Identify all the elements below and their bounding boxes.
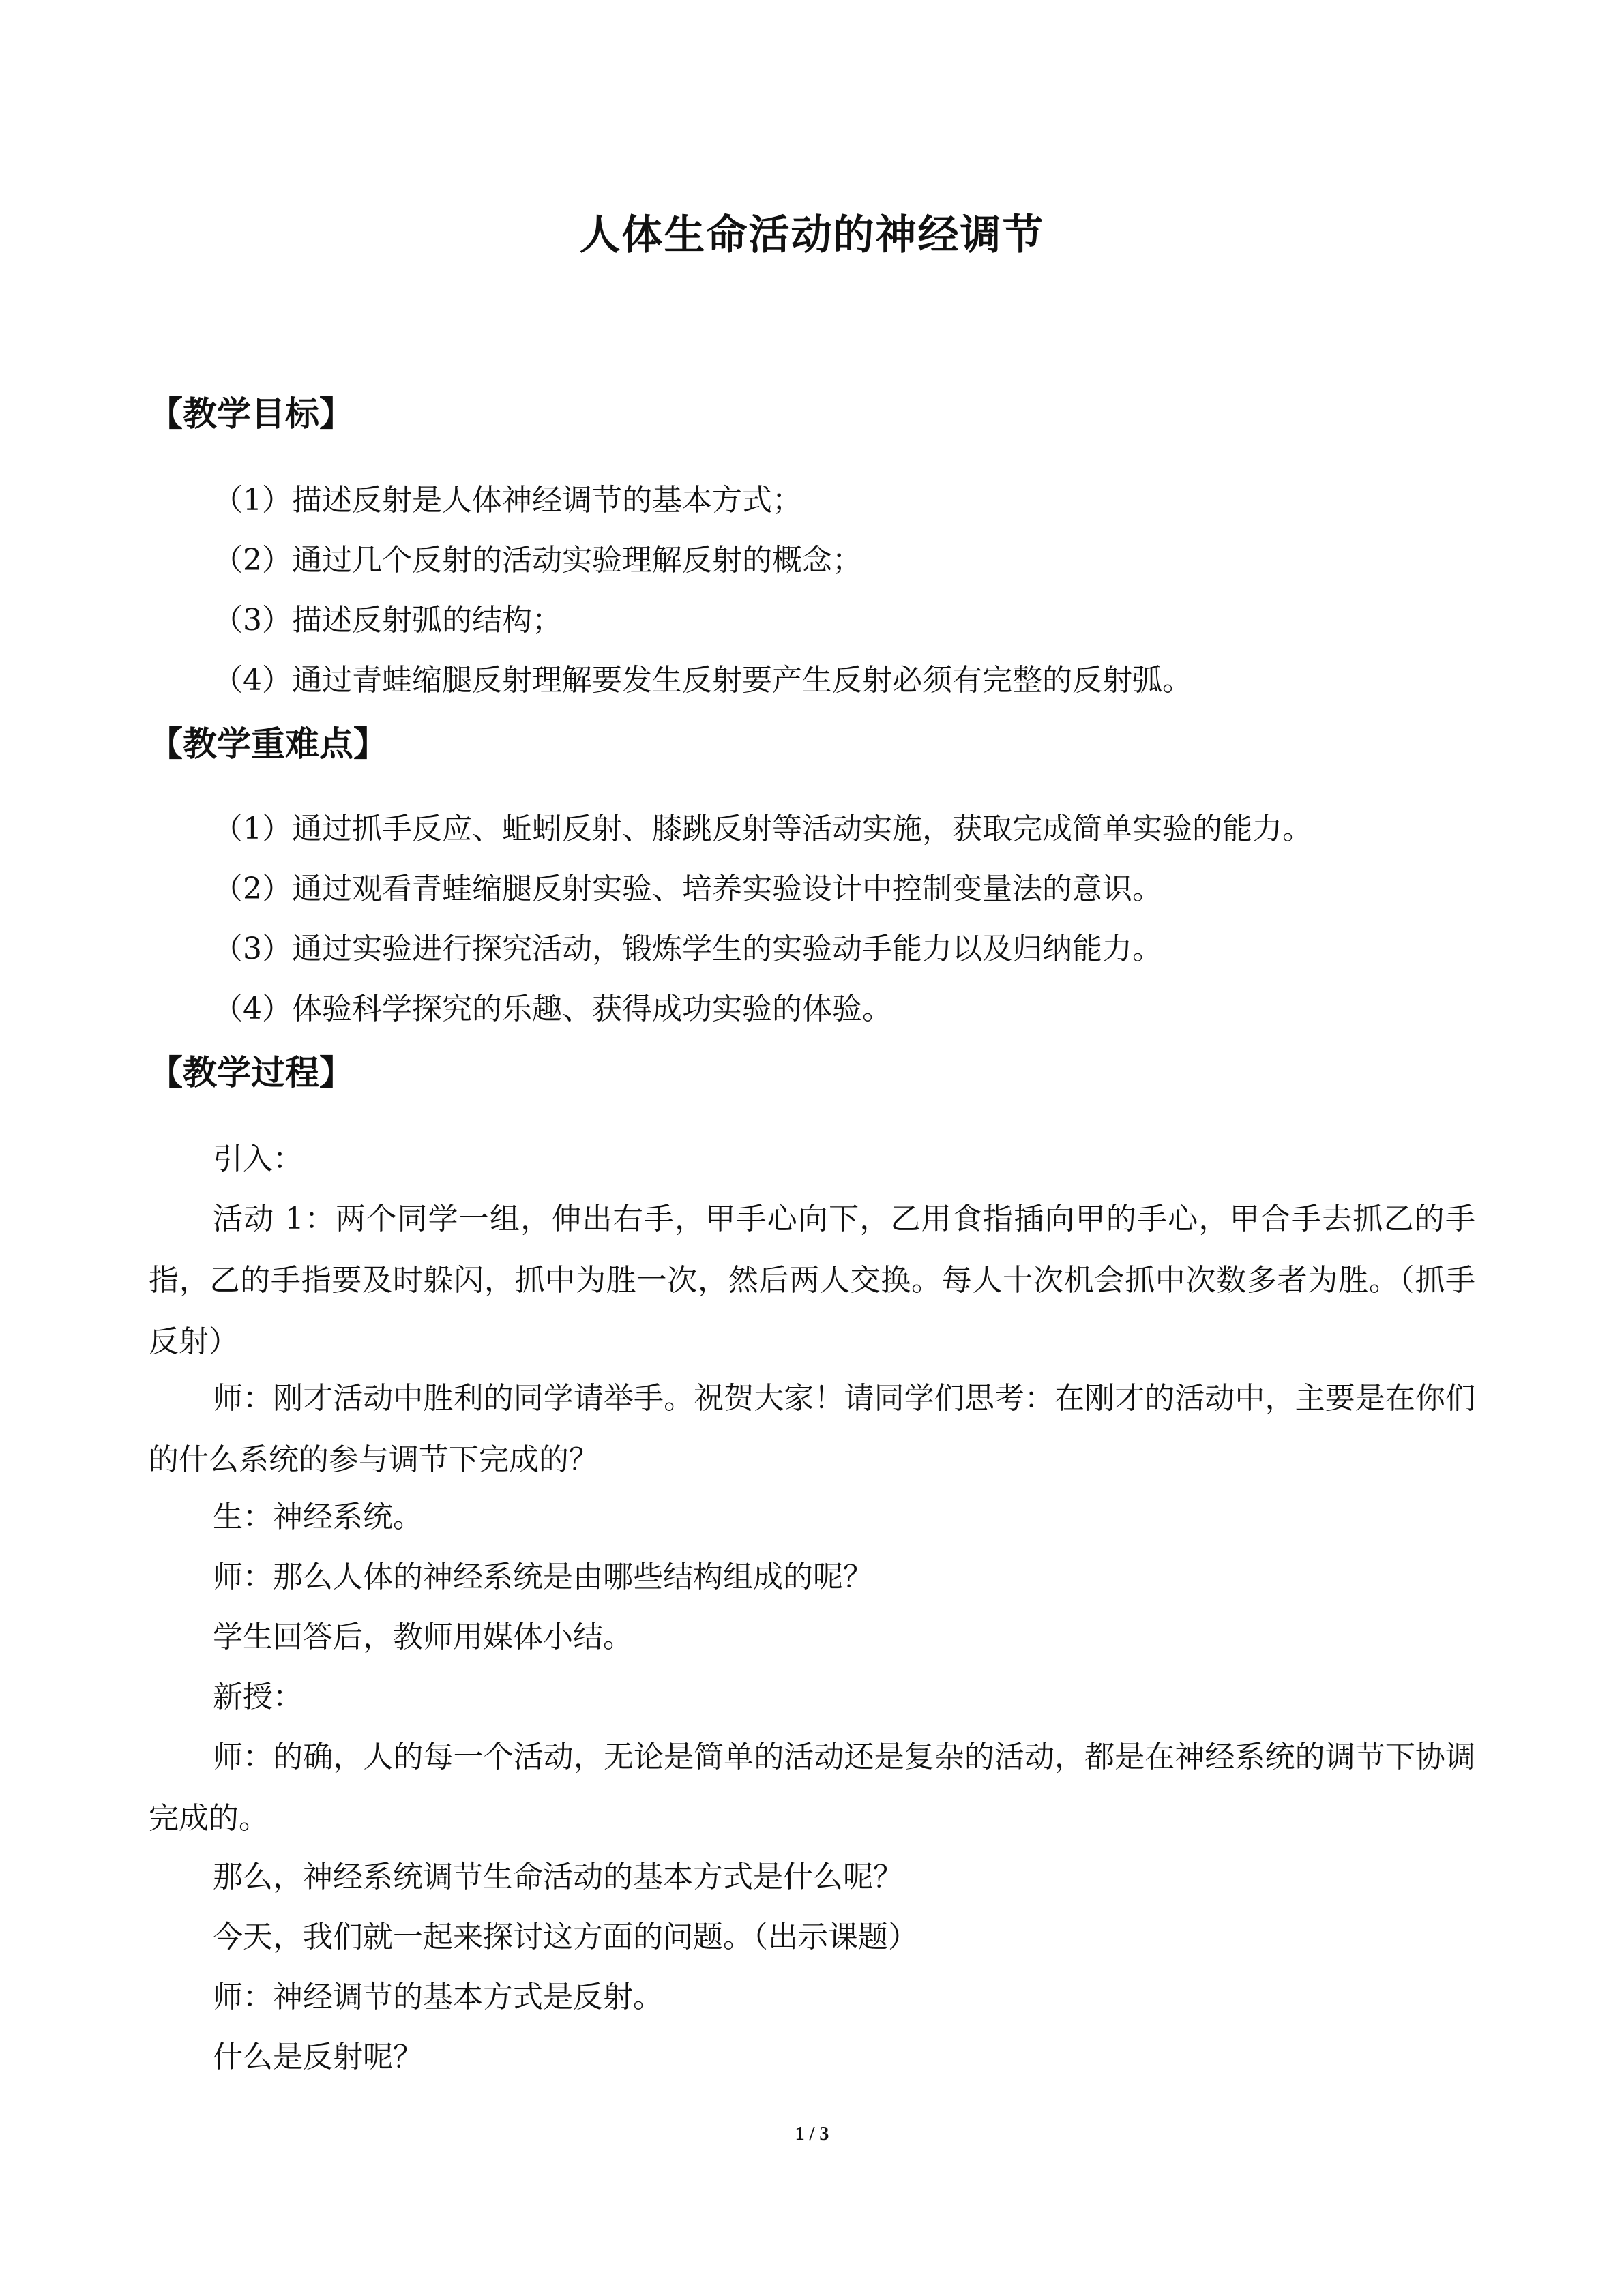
process-paragraph-summary: 学生回答后，教师用媒体小结。 [213,1620,633,1654]
objective-item-2: （2）通过几个反射的活动实验理解反射的概念； [213,543,862,578]
process-paragraph-new-lesson: 新授： [213,1680,303,1714]
page-number: 1 / 3 [795,2123,829,2145]
key-point-item-2: （2）通过观看青蛙缩腿反射实验、培养实验设计中控制变量法的意识。 [213,871,1162,906]
process-paragraph-teacher-explanation: 师：的确，人的每一个活动，无论是简单的活动还是复杂的活动，都是在神经系统的调节下协调完成的。 [149,1740,1475,1836]
process-paragraph-what-is-reflex: 什么是反射呢？ [213,2040,423,2074]
process-paragraph-activity-1: 活动 1：两个同学一组，伸出右手，甲手心向下，乙用食指插向甲的手心，甲合手去抓乙的手指，乙的手指要及时躲闪，抓中为胜一次，然后两人交换。每人十次机会抓中次数多者为胜。（抓手反射） [149,1202,1475,1359]
process-paragraph-reflex-basis: 师：神经调节的基本方式是反射。 [213,1980,663,2014]
objective-item-1: （1）描述反射是人体神经调节的基本方式； [213,483,802,518]
key-point-item-1: （1）通过抓手反应、蚯蚓反射、膝跳反射等活动实施，获取完成简单实验的能力。 [213,811,1312,846]
document-title: 人体生命活动的神经调节 [579,211,1045,259]
objective-item-3: （3）描述反射弧的结构； [213,603,562,638]
process-paragraph-intro: 引入： [213,1142,303,1176]
process-paragraph-teacher-structure: 师：那么人体的神经系统是由哪些结构组成的呢？ [213,1560,873,1594]
key-point-item-4: （4）体验科学探究的乐趣、获得成功实验的体验。 [213,992,892,1026]
objective-item-4: （4）通过青蛙缩腿反射理解要发生反射要产生反射必须有完整的反射弧。 [213,663,1192,698]
section-heading-objectives: 【教学目标】 [149,394,353,434]
process-paragraph-student-answer: 生：神经系统。 [213,1500,423,1534]
section-heading-key-points: 【教学重难点】 [149,724,387,764]
process-paragraph-teacher-question: 师：刚才活动中胜利的同学请举手。祝贺大家！请同学们思考：在刚才的活动中，主要是在你们的什么系统的参与调节下完成的？ [149,1381,1475,1477]
section-heading-process: 【教学过程】 [149,1053,353,1092]
process-paragraph-topic: 今天，我们就一起来探讨这方面的问题。（出示课题） [213,1920,918,1954]
key-point-item-3: （3）通过实验进行探究活动，锻炼学生的实验动手能力以及归纳能力。 [213,931,1162,966]
process-paragraph-question: 那么，神经系统调节生命活动的基本方式是什么呢？ [213,1860,903,1894]
